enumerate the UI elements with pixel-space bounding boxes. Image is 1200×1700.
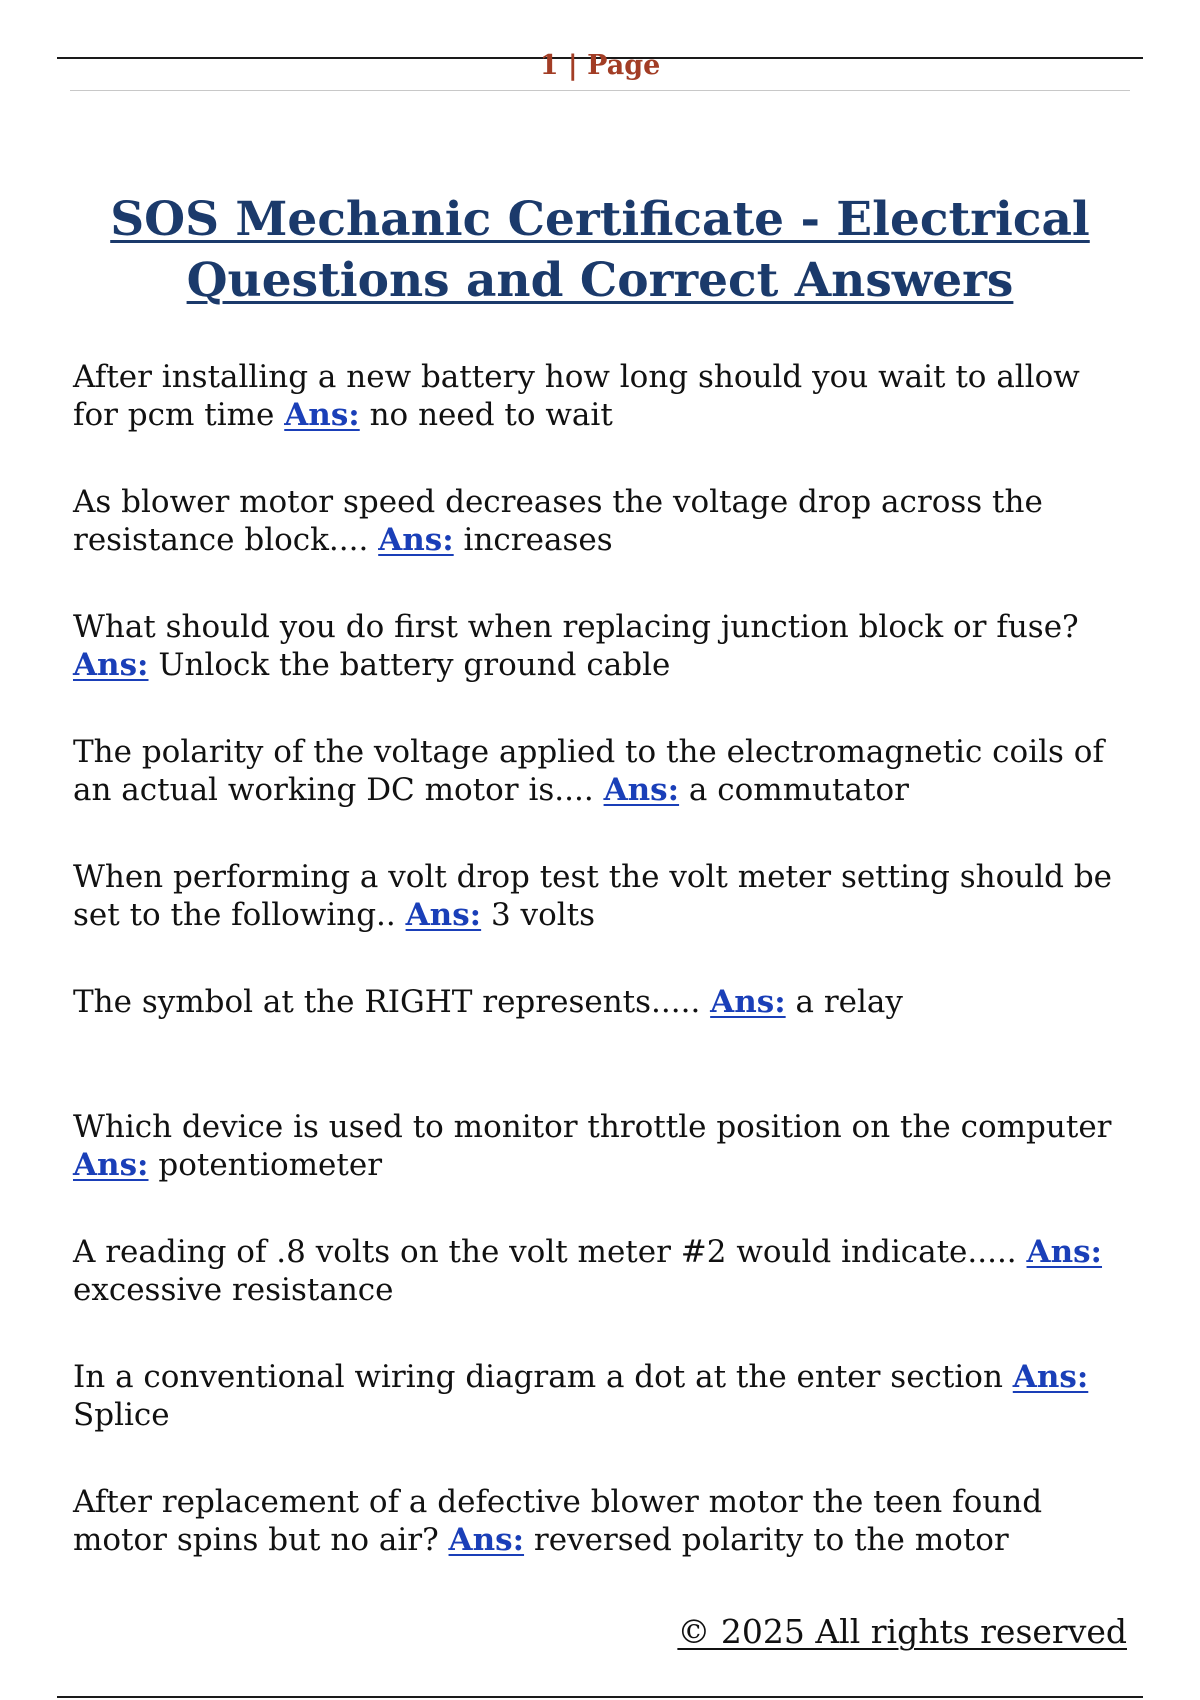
- document-title: SOS Mechanic Certificate - Electrical Questions and Correct Answers: [110, 192, 1090, 308]
- question-text: A reading of .8 volts on the volt meter #2 would indicate.....: [73, 1234, 1027, 1270]
- copyright-footer: © 2025 All rights reserved: [677, 1612, 1127, 1651]
- ans-link[interactable]: Ans:: [710, 984, 786, 1020]
- question-text: After replacement of a defective blower motor the teen found motor spins but no air?: [73, 1484, 1043, 1558]
- ans-link[interactable]: Ans:: [284, 397, 360, 433]
- qa-item: [73, 358, 1133, 483]
- qa-item: [73, 608, 1133, 733]
- answer-text: a commutator: [679, 772, 909, 808]
- ans-link[interactable]: Ans:: [603, 772, 680, 808]
- ans-link[interactable]: Ans:: [378, 522, 454, 558]
- ans-link[interactable]: Ans:: [1012, 1359, 1089, 1395]
- question-text: After installing a new battery how long should you wait to allow for pcm time: [73, 359, 1080, 433]
- question-text: What should you do first when replacing junction block or fuse?: [73, 609, 1079, 645]
- qa-item: [73, 983, 1133, 1108]
- qa-list: [73, 358, 1133, 1608]
- answer-text: increases: [453, 522, 613, 558]
- header-bottom-rule: [70, 90, 1130, 91]
- qa-item: [73, 1358, 1133, 1483]
- ans-link[interactable]: Ans:: [73, 1147, 149, 1183]
- answer-text: Splice: [73, 1397, 170, 1433]
- qa-item: [73, 483, 1133, 608]
- ans-link[interactable]: Ans:: [73, 647, 149, 683]
- question-text: In a conventional wiring diagram a dot at the enter section: [73, 1359, 1013, 1395]
- footer-bottom-rule: [57, 1696, 1143, 1698]
- ans-link[interactable]: Ans:: [405, 897, 482, 933]
- question-text: The symbol at the RIGHT represents.....: [73, 984, 711, 1020]
- question-text: When performing a volt drop test the volt meter setting should be set to the following..: [73, 859, 1113, 933]
- answer-text: reversed polarity to the motor: [524, 1522, 1009, 1558]
- answer-text: potentiometer: [148, 1147, 383, 1183]
- answer-text: Unlock the battery ground cable: [148, 647, 671, 683]
- answer-text: no need to wait: [359, 397, 613, 433]
- qa-item: [73, 858, 1133, 983]
- qa-item: [73, 733, 1133, 858]
- answer-text: a relay: [785, 984, 903, 1020]
- qa-item: [73, 1483, 1133, 1608]
- qa-item: [73, 1233, 1133, 1358]
- question-text: Which device is used to monitor throttle position on the computer: [73, 1109, 1112, 1145]
- ans-link[interactable]: Ans:: [448, 1522, 525, 1558]
- question-text: The polarity of the voltage applied to the electromagnetic coils of an actual working DC motor is....: [73, 734, 1104, 808]
- answer-text: 3 volts: [481, 897, 596, 933]
- question-text: As blower motor speed decreases the voltage drop across the resistance block....: [73, 484, 1043, 558]
- ans-link[interactable]: Ans:: [1026, 1234, 1103, 1270]
- qa-item: [73, 1108, 1133, 1233]
- page-number: 1 | Page: [539, 50, 661, 81]
- answer-text: excessive resistance: [73, 1272, 394, 1308]
